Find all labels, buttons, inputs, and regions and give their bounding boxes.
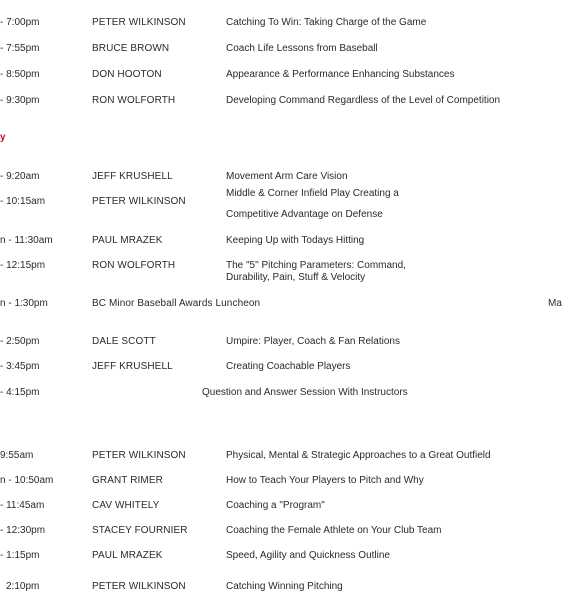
time-cell: - 8:50pm <box>0 69 40 80</box>
topic-cell-line2: Durability, Pain, Stuff & Velocity <box>226 272 366 283</box>
topic-cell: Umpire: Player, Coach & Fan Relations <box>226 336 400 347</box>
topic-cell: Developing Command Regardless of the Level of Competition <box>226 95 501 106</box>
speaker-cell: RON WOLFORTH <box>92 260 176 271</box>
speaker-cell: STACEY FOURNIER <box>92 525 188 536</box>
topic-cell-line1: The "5" Pitching Parameters: Command, <box>226 260 406 271</box>
topic-cell: Movement Arm Care Vision <box>226 171 348 182</box>
schedule-row <box>0 68 560 82</box>
topic-cell: Catching To Win: Taking Charge of the Game <box>226 17 427 28</box>
event-cell: BC Minor Baseball Awards Luncheon <box>92 298 261 309</box>
speaker-cell: PAUL MRAZEK <box>92 235 163 246</box>
speaker-cell: BRUCE BROWN <box>92 43 170 54</box>
speaker-cell: RON WOLFORTH <box>92 95 176 106</box>
time-cell: n - 1:30pm <box>0 298 48 309</box>
speaker-cell: PAUL MRAZEK <box>92 550 163 561</box>
topic-cell-line2: Competitive Advantage on Defense <box>226 209 383 220</box>
speaker-cell: PETER WILKINSON <box>92 581 186 592</box>
day-heading: y <box>0 132 6 143</box>
time-cell: - 7:00pm <box>0 17 40 28</box>
top-marks <box>268 0 282 4</box>
time-cell: 9:55am <box>0 450 34 461</box>
time-cell: - 12:15pm <box>0 260 46 271</box>
time-cell: - 2:50pm <box>0 336 40 347</box>
schedule-row <box>0 386 560 400</box>
topic-cell-line1: Middle & Corner Infield Play Creating a <box>226 188 399 199</box>
schedule-row <box>0 524 560 538</box>
schedule-row <box>0 16 560 30</box>
schedule-row <box>0 234 560 248</box>
topic-cell: Coaching the Female Athlete on Your Club Team <box>226 525 442 536</box>
schedule-row <box>0 42 560 56</box>
schedule-row <box>0 259 560 283</box>
time-cell: - 4:15pm <box>0 387 40 398</box>
speaker-cell: JEFF KRUSHELL <box>92 361 173 372</box>
topic-cell: Coach Life Lessons from Baseball <box>226 43 378 54</box>
speaker-cell: DON HOOTON <box>92 69 162 80</box>
topic-cell: Creating Coachable Players <box>226 361 351 372</box>
schedule-row <box>0 188 560 220</box>
time-cell: - 12:30pm <box>0 525 46 536</box>
time-cell: - 10:15am <box>0 196 46 207</box>
schedule-row <box>0 580 560 594</box>
time-cell: - 9:30pm <box>0 95 40 106</box>
topic-cell: Catching Winning Pitching <box>226 581 343 592</box>
speaker-cell: PETER WILKINSON <box>92 17 186 28</box>
schedule-row <box>0 549 560 563</box>
schedule-row <box>0 360 560 374</box>
time-cell: - 11:45am <box>0 500 45 511</box>
time-cell: n - 11:30am <box>0 235 53 246</box>
time-cell: n - 10:50am <box>0 475 54 486</box>
schedule-row <box>0 170 560 184</box>
cutoff-text: Ma <box>548 298 562 309</box>
schedule-row <box>0 474 560 488</box>
speaker-cell: DALE SCOTT <box>92 336 156 347</box>
time-cell: 2:10pm <box>6 581 40 592</box>
schedule-row <box>0 499 560 513</box>
speaker-cell: JEFF KRUSHELL <box>92 171 173 182</box>
time-cell: - 1:15pm <box>0 550 40 561</box>
topic-cell: Physical, Mental & Strategic Approaches to a Great Outfield <box>226 450 491 461</box>
topic-cell: Keeping Up with Todays Hitting <box>226 235 365 246</box>
topic-cell: Appearance & Performance Enhancing Substances <box>226 69 455 80</box>
schedule-row <box>0 449 560 463</box>
speaker-cell: GRANT RIMER <box>92 475 163 486</box>
speaker-cell: CAV WHITELY <box>92 500 160 511</box>
time-cell: - 9:20am <box>0 171 40 182</box>
time-cell: - 7:55pm <box>0 43 40 54</box>
speaker-cell: PETER WILKINSON <box>92 196 186 207</box>
topic-cell: Coaching a "Program" <box>226 500 325 511</box>
schedule-row <box>0 94 560 108</box>
topic-cell: How to Teach Your Players to Pitch and Why <box>226 475 424 486</box>
schedule-row <box>0 335 560 349</box>
time-cell: - 3:45pm <box>0 361 40 372</box>
topic-cell: Speed, Agility and Quickness Outline <box>226 550 390 561</box>
speaker-cell: PETER WILKINSON <box>92 450 186 461</box>
qa-session-cell: Question and Answer Session With Instructors <box>202 387 408 398</box>
schedule-row <box>0 297 560 311</box>
